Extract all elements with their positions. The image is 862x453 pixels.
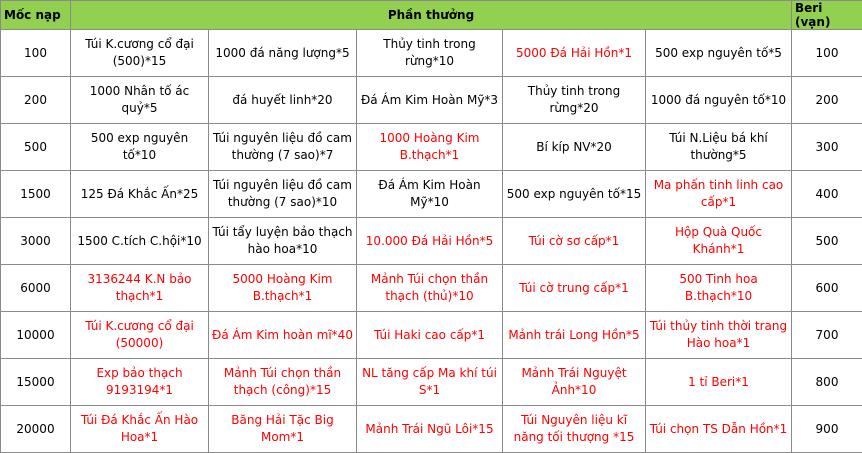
reward-cell: Túi cờ sơ cấp*1 — [503, 218, 646, 265]
reward-cell: Exp bảo thạch 9193194*1 — [71, 359, 209, 406]
moc-nap-cell: 1500 — [1, 171, 71, 218]
reward-cell: Mảnh Trái Nguyệt Ảnh*10 — [503, 359, 646, 406]
reward-cell: 125 Đá Khắc Ấn*25 — [71, 171, 209, 218]
table-row — [1, 218, 862, 265]
beri-cell: 100 — [792, 30, 862, 77]
beri-cell: 900 — [792, 406, 862, 453]
reward-cell: Hộp Quà Quốc Khánh*1 — [646, 218, 792, 265]
moc-nap-cell: 100 — [1, 30, 71, 77]
reward-cell: Bí kíp NV*20 — [503, 124, 646, 171]
reward-cell: 1000 đá nguyên tố*10 — [646, 77, 792, 124]
reward-cell: Mảnh trái Long Hồn*5 — [503, 312, 646, 359]
table-row — [1, 171, 862, 218]
reward-cell: 1000 đá năng lượng*5 — [209, 30, 357, 77]
reward-cell: Đá Ám Kim hoàn mĩ*40 — [209, 312, 357, 359]
moc-nap-cell: 200 — [1, 77, 71, 124]
reward-cell: Thủy tinh trong rừng*20 — [503, 77, 646, 124]
reward-cell: Túi nguyên liệu đồ cam thường (7 sao)*7 — [209, 124, 357, 171]
moc-nap-cell: 6000 — [1, 265, 71, 312]
beri-cell: 400 — [792, 171, 862, 218]
reward-cell: Túi chọn TS Dẫn Hồn*1 — [646, 406, 792, 453]
table-row — [1, 77, 862, 124]
reward-cell: Túi tẩy luyện bảo thạch hào hoa*10 — [209, 218, 357, 265]
beri-cell: 300 — [792, 124, 862, 171]
header-moc-nap: Mốc nạp — [1, 1, 71, 30]
reward-cell: 10.000 Đá Hải Hồn*5 — [357, 218, 503, 265]
table-row — [1, 406, 862, 453]
moc-nap-cell: 20000 — [1, 406, 71, 453]
reward-cell: Túi cờ trung cấp*1 — [503, 265, 646, 312]
table-row — [1, 124, 862, 171]
reward-cell: Túi N.Liệu bá khí thường*5 — [646, 124, 792, 171]
reward-cell: Túi Nguyên liệu kĩ năng tối thượng *15 — [503, 406, 646, 453]
reward-cell: 500 Tinh hoa B.thạch*10 — [646, 265, 792, 312]
reward-cell: Mảnh Trái Ngũ Lôi*15 — [357, 406, 503, 453]
reward-cell: 500 exp nguyên tố*5 — [646, 30, 792, 77]
reward-cell: Thủy tinh trong rừng*10 — [357, 30, 503, 77]
reward-cell: Mảnh Túi chọn thần thạch (thủ)*10 — [357, 265, 503, 312]
table-row — [1, 359, 862, 406]
reward-cell: Đá Ám Kim Hoàn Mỹ*10 — [357, 171, 503, 218]
reward-cell: 5000 Hoàng Kim B.thạch*1 — [209, 265, 357, 312]
reward-cell: 3136244 K.N bảo thạch*1 — [71, 265, 209, 312]
beri-cell: 200 — [792, 77, 862, 124]
reward-cell: 500 exp nguyên tố*15 — [503, 171, 646, 218]
header-phan-thuong: Phần thưởng — [71, 1, 792, 30]
reward-cell: 1500 C.tích C.hội*10 — [71, 218, 209, 265]
table-row — [1, 265, 862, 312]
reward-cell: Mảnh Túi chọn thần thạch (công)*15 — [209, 359, 357, 406]
reward-cell: 1000 Hoàng Kim B.thạch*1 — [357, 124, 503, 171]
reward-cell: Túi Đá Khắc Ấn Hào Hoa*1 — [71, 406, 209, 453]
reward-cell: 1000 Nhân tố ác quỷ*5 — [71, 77, 209, 124]
reward-cell: đá huyết linh*20 — [209, 77, 357, 124]
moc-nap-cell: 15000 — [1, 359, 71, 406]
reward-cell: Túi K.cương cổ đại (50000) — [71, 312, 209, 359]
reward-cell: Ma phấn tinh linh cao cấp*1 — [646, 171, 792, 218]
moc-nap-cell: 500 — [1, 124, 71, 171]
beri-cell: 500 — [792, 218, 862, 265]
reward-cell: Túi thủy tinh thời trang Hào hoa*1 — [646, 312, 792, 359]
reward-cell: 1 tỉ Beri*1 — [646, 359, 792, 406]
reward-cell: 500 exp nguyên tố*10 — [71, 124, 209, 171]
beri-cell: 600 — [792, 265, 862, 312]
reward-cell: 5000 Đá Hải Hồn*1 — [503, 30, 646, 77]
reward-cell: Đá Ám Kim Hoàn Mỹ*3 — [357, 77, 503, 124]
reward-cell: NL tăng cấp Ma khí túi S*1 — [357, 359, 503, 406]
reward-cell: Túi K.cương cổ đại (500)*15 — [71, 30, 209, 77]
beri-cell: 800 — [792, 359, 862, 406]
reward-cell: Túi nguyên liệu đồ cam thường (7 sao)*10 — [209, 171, 357, 218]
moc-nap-cell: 10000 — [1, 312, 71, 359]
beri-cell: 700 — [792, 312, 862, 359]
reward-cell: Băng Hải Tặc Big Mom*1 — [209, 406, 357, 453]
table-row — [1, 312, 862, 359]
moc-nap-cell: 3000 — [1, 218, 71, 265]
table-row — [1, 30, 862, 77]
header-beri: Beri (vạn) — [792, 1, 862, 30]
reward-cell: Túi Haki cao cấp*1 — [357, 312, 503, 359]
header-row — [1, 1, 862, 30]
